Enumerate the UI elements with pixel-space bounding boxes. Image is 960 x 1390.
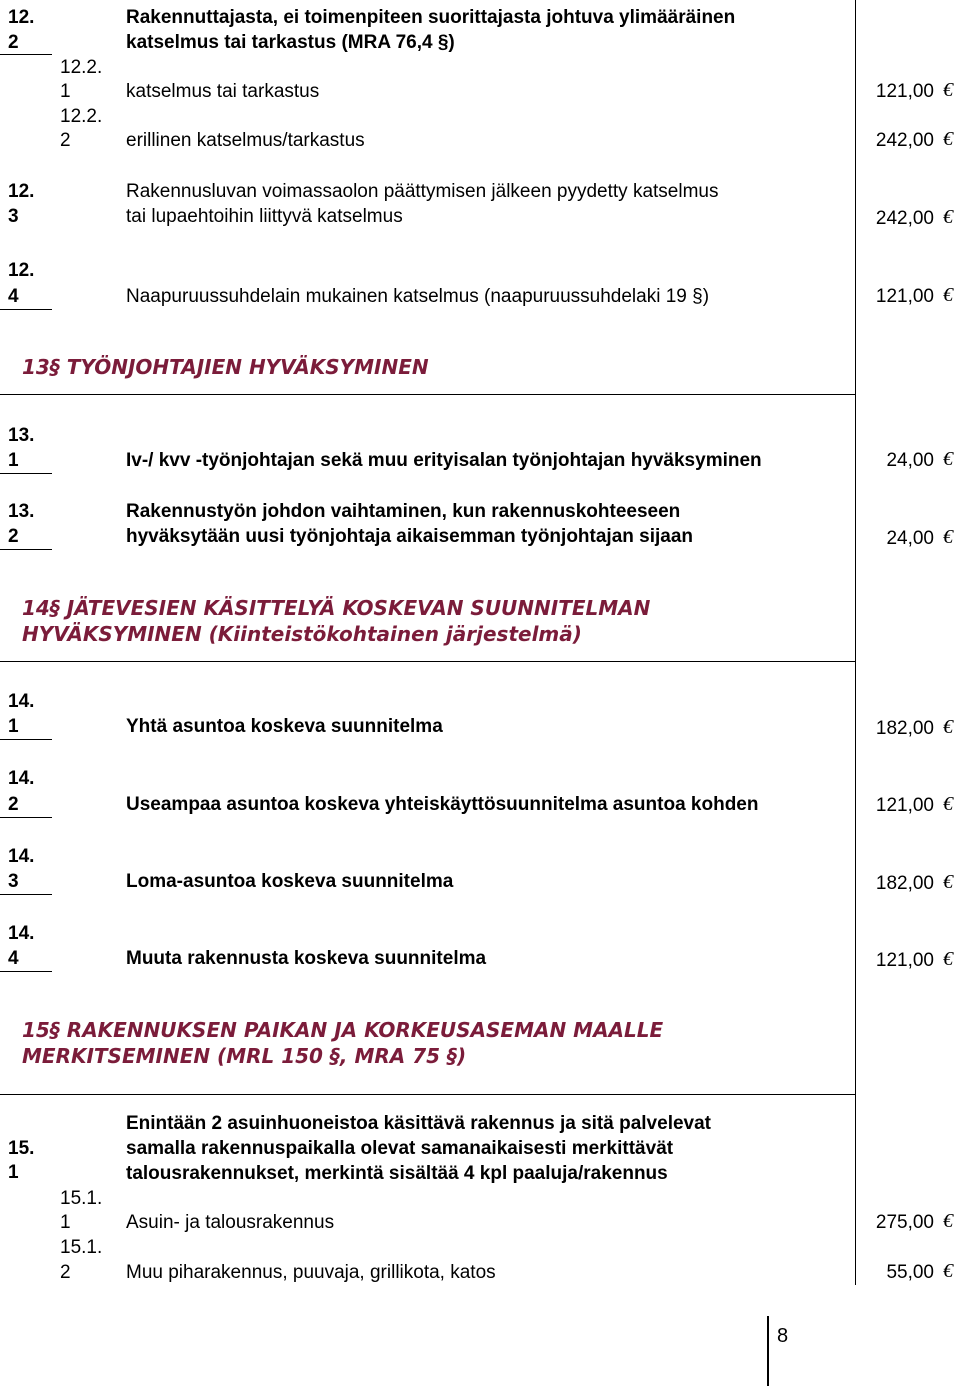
subitem-number: 1	[60, 81, 71, 102]
subitem-number: 15.1.	[60, 1188, 103, 1209]
subitem-number: 12.2.	[60, 106, 103, 127]
price: 121,00	[875, 950, 934, 971]
subitem-number: 2	[60, 1262, 71, 1283]
section-rule	[0, 661, 856, 662]
column-divider	[855, 0, 856, 1285]
section-heading: 15§ RAKENNUKSEN PAIKAN JA KORKEUSASEMAN MAALLE	[22, 1018, 664, 1042]
euro-sign: €	[943, 448, 953, 470]
item-number: 14.	[8, 846, 35, 867]
item-number: 13.	[8, 501, 35, 522]
item-number: 3	[8, 871, 19, 892]
price: 121,00	[875, 795, 934, 816]
price: 242,00	[875, 130, 934, 151]
item-text: Yhtä asuntoa koskeva suunnitelma	[126, 716, 443, 737]
price: 182,00	[875, 718, 934, 739]
section-heading: HYVÄKSYMINEN (Kiinteistökohtainen järjestelmä)	[22, 622, 582, 646]
item-text: Useampaa asuntoa koskeva yhteiskäyttösuunnitelma asuntoa kohden	[126, 794, 759, 815]
item-number: 2	[8, 526, 19, 547]
number-underline	[0, 894, 52, 895]
number-underline	[0, 549, 52, 550]
subitem-text: Muu piharakennus, puuvaja, grillikota, katos	[126, 1262, 496, 1283]
euro-sign: €	[943, 206, 953, 228]
item-number: 4	[8, 286, 19, 307]
euro-sign: €	[943, 1210, 953, 1232]
price: 55,00	[886, 1262, 934, 1283]
number-underline	[0, 54, 52, 55]
item-number: 12.	[8, 260, 35, 281]
price: 24,00	[886, 450, 934, 471]
item-text: Loma-asuntoa koskeva suunnitelma	[126, 871, 454, 892]
item-number: 4	[8, 948, 19, 969]
item-number: 14.	[8, 691, 35, 712]
item-number: 12.	[8, 181, 35, 202]
price: 121,00	[875, 81, 934, 102]
item-text: Iv-/ kvv -työnjohtajan sekä muu erityisalan työnjohtajan hyväksyminen	[126, 450, 762, 471]
subitem-number: 1	[60, 1212, 71, 1233]
item-text: Enintään 2 asuinhuoneistoa käsittävä rakennus ja sitä palvelevat	[126, 1113, 712, 1134]
item-number: 1	[8, 450, 19, 471]
item-text: Rakennusluvan voimassaolon päättymisen jälkeen pyydetty katselmus	[126, 181, 719, 202]
item-text: katselmus tai tarkastus (MRA 76,4 §)	[126, 32, 455, 53]
item-number: 1	[8, 716, 19, 737]
item-number: 1	[8, 1162, 19, 1183]
number-underline	[0, 817, 52, 818]
subitem-text: Asuin- ja talousrakennus	[126, 1212, 335, 1233]
item-number: 3	[8, 206, 19, 227]
item-number: 2	[8, 794, 19, 815]
item-number: 15.	[8, 1138, 35, 1159]
subitem-number: 2	[60, 130, 71, 151]
euro-sign: €	[943, 1260, 953, 1282]
euro-sign: €	[943, 284, 953, 306]
price: 275,00	[875, 1212, 934, 1233]
subitem-text: erillinen katselmus/tarkastus	[126, 130, 365, 151]
item-text: Rakennuttajasta, ei toimenpiteen suorittajasta johtuva ylimääräinen	[126, 7, 736, 28]
item-number: 13.	[8, 425, 35, 446]
price: 24,00	[886, 528, 934, 549]
euro-sign: €	[943, 128, 953, 150]
subitem-number: 12.2.	[60, 57, 103, 78]
item-text: Rakennustyön johdon vaihtaminen, kun rakennuskohteeseen	[126, 501, 681, 522]
number-underline	[0, 473, 52, 474]
number-underline	[0, 971, 52, 972]
item-text: Muuta rakennusta koskeva suunnitelma	[126, 948, 487, 969]
section-heading: 14§ JÄTEVESIEN KÄSITTELYÄ KOSKEVAN SUUNNITELMAN	[22, 596, 651, 620]
euro-sign: €	[943, 948, 953, 970]
subitem-number: 15.1.	[60, 1237, 103, 1258]
section-rule	[0, 394, 856, 395]
section-heading: 13§ TYÖNJOHTAJIEN HYVÄKSYMINEN	[22, 355, 429, 379]
item-number: 14.	[8, 923, 35, 944]
item-number: 2	[8, 32, 19, 53]
page-number: 8	[777, 1325, 789, 1347]
item-text: talousrakennukset, merkintä sisältää 4 kpl paaluja/rakennus	[126, 1163, 668, 1184]
euro-sign: €	[943, 716, 953, 738]
item-text: Naapuruussuhdelain mukainen katselmus (naapuruussuhdelaki 19 §)	[126, 286, 710, 307]
section-heading: MERKITSEMINEN (MRL 150 §, MRA 75 §)	[22, 1044, 467, 1068]
page-number-rule	[767, 1316, 769, 1386]
number-underline	[0, 309, 52, 310]
euro-sign: €	[943, 526, 953, 548]
item-text: tai lupaehtoihin liittyvä katselmus	[126, 206, 403, 227]
price: 121,00	[875, 286, 934, 307]
number-underline	[0, 739, 52, 740]
subitem-text: katselmus tai tarkastus	[126, 81, 320, 102]
euro-sign: €	[943, 79, 953, 101]
price: 182,00	[875, 873, 934, 894]
item-text: hyväksytään uusi työnjohtaja aikaisemman työnjohtajan sijaan	[126, 526, 694, 547]
item-number: 14.	[8, 768, 35, 789]
price: 242,00	[875, 208, 934, 229]
item-text: samalla rakennuspaikalla olevat samanaikaisesti merkittävät	[126, 1138, 674, 1159]
section-rule	[0, 1094, 856, 1095]
item-number: 12.	[8, 7, 35, 28]
euro-sign: €	[943, 871, 953, 893]
euro-sign: €	[943, 793, 953, 815]
